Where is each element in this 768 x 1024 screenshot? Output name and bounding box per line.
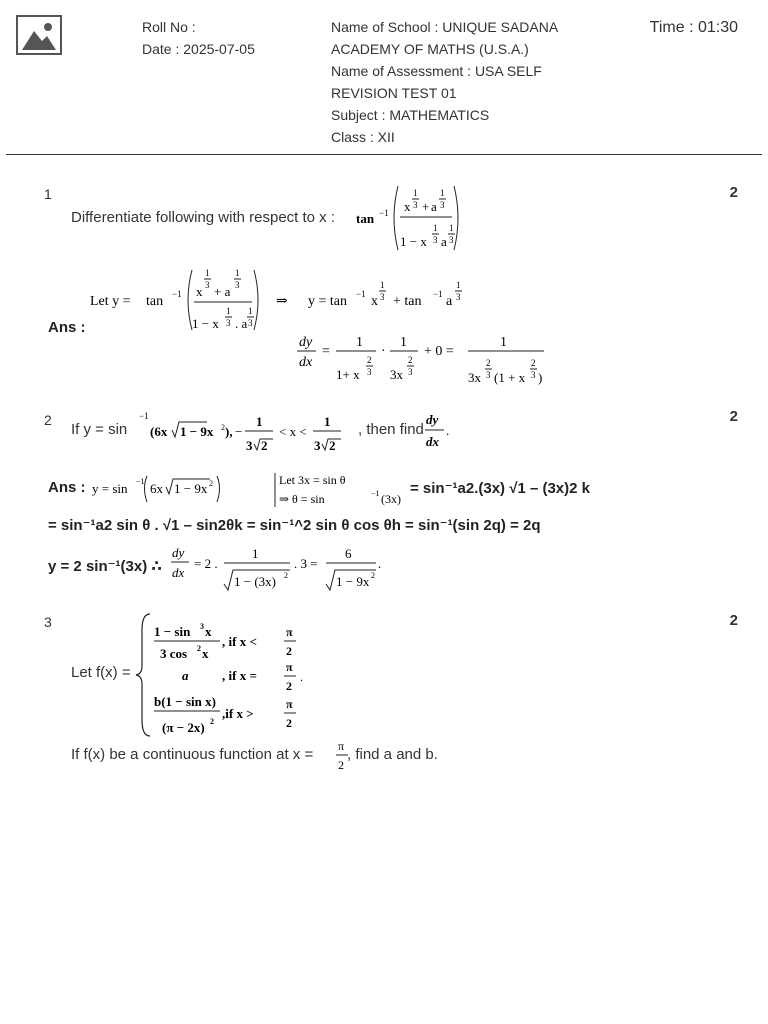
svg-text:dy: dy (299, 335, 313, 350)
svg-text:2: 2 (210, 717, 214, 726)
school-info-block (331, 16, 581, 148)
svg-text:=: = (322, 344, 330, 359)
svg-text:1+ x: 1+ x (336, 367, 360, 382)
question-number: 1 (44, 186, 52, 202)
svg-text:.: . (378, 556, 382, 571)
svg-text:dx: dx (426, 434, 439, 449)
svg-text:3: 3 (200, 622, 204, 631)
image-placeholder-icon (16, 15, 62, 55)
svg-text:3: 3 (440, 200, 445, 210)
svg-text:1: 1 (256, 414, 263, 429)
svg-text:3: 3 (226, 318, 231, 328)
svg-text:x: x (205, 624, 212, 639)
svg-text:3: 3 (246, 438, 253, 453)
svg-text:2: 2 (284, 571, 288, 580)
svg-text:1 − 9x: 1 − 9x (180, 424, 214, 439)
svg-text:1: 1 (500, 335, 507, 350)
roll-date-block (142, 16, 255, 60)
svg-text:x: x (404, 199, 411, 214)
continuity-suffix: , find a and b. (347, 746, 438, 763)
svg-text:dx: dx (172, 565, 185, 580)
svg-text:3x: 3x (390, 367, 403, 382)
svg-text:−1: −1 (371, 489, 380, 498)
subject: Subject : MATHEMATICS (331, 107, 490, 123)
question-text: Let f(x) = (71, 664, 131, 681)
svg-text:3: 3 (235, 280, 240, 290)
svg-text:π: π (286, 660, 293, 674)
svg-text:, if x =: , if x = (222, 668, 257, 683)
svg-text:2: 2 (286, 679, 292, 693)
svg-text:x: x (202, 646, 209, 661)
svg-text:3: 3 (449, 235, 454, 245)
svg-text:⇒: ⇒ (276, 294, 288, 309)
svg-text:dx: dx (299, 355, 313, 370)
svg-text:(3x): (3x) (381, 492, 401, 506)
svg-text:3: 3 (531, 370, 536, 380)
answer-2-line3-prefix: y = 2 sin⁻¹(3x) ∴ (48, 558, 162, 575)
svg-text:3: 3 (367, 367, 372, 377)
svg-text:6x: 6x (150, 481, 163, 496)
svg-text:6: 6 (345, 546, 352, 561)
question-3-piecewise (140, 610, 320, 740)
question-text: Differentiate following with respect to x : (71, 209, 336, 226)
svg-text:tan: tan (356, 211, 375, 226)
question-2-dydx (424, 408, 454, 454)
svg-text:⇒ θ = sin: ⇒ θ = sin (279, 492, 325, 506)
svg-text:= 2 .: = 2 . (194, 556, 218, 571)
svg-text:1: 1 (400, 335, 407, 350)
svg-text:1: 1 (235, 268, 240, 278)
svg-text:(6x: (6x (150, 424, 168, 439)
svg-text:π: π (338, 739, 345, 753)
svg-text:2: 2 (209, 479, 213, 488)
question-2-formula (139, 408, 361, 456)
svg-text:3: 3 (408, 367, 413, 377)
question-1-formula (354, 180, 474, 256)
svg-text:b(1 − sin x): b(1 − sin x) (154, 694, 216, 709)
svg-text:1: 1 (433, 223, 438, 233)
svg-text:.: . (446, 423, 450, 438)
svg-text:2: 2 (338, 758, 344, 772)
continuity-prefix: If f(x) be a continuous function at x = (71, 746, 314, 763)
svg-text:.: . (300, 670, 303, 684)
assessment-name-line2: REVISION TEST 01 (331, 85, 457, 101)
svg-text:x: x (371, 294, 378, 309)
svg-text:3: 3 (380, 292, 385, 302)
roll-no: Roll No : (142, 19, 196, 35)
question-text-suffix: , then find (358, 421, 424, 438)
svg-text:Let 3x = sin θ: Let 3x = sin θ (279, 473, 346, 487)
svg-text:): ) (538, 370, 543, 385)
svg-text:3 cos: 3 cos (160, 646, 188, 661)
svg-text:2: 2 (197, 644, 201, 653)
svg-text:a: a (431, 199, 437, 214)
svg-text:2: 2 (367, 355, 372, 365)
svg-text:2: 2 (329, 438, 336, 453)
svg-text:2: 2 (371, 571, 375, 580)
question-text-prefix: If y = sin (71, 421, 128, 438)
school-name-line2: ACADEMY OF MATHS (U.S.A.) (331, 41, 529, 57)
svg-text:3: 3 (486, 370, 491, 380)
svg-text:y = tan: y = tan (308, 294, 347, 309)
svg-text:1: 1 (413, 188, 418, 198)
svg-text:3: 3 (314, 438, 321, 453)
svg-text:. 3 =: . 3 = (294, 556, 318, 571)
svg-text:. a: . a (235, 316, 248, 331)
svg-text:−1: −1 (136, 477, 145, 486)
svg-text:y = sin: y = sin (92, 481, 128, 496)
svg-text:−1: −1 (356, 289, 366, 299)
svg-text:1: 1 (380, 280, 385, 290)
svg-text:(π − 2x): (π − 2x) (162, 720, 205, 735)
continuity-text (71, 746, 313, 763)
svg-text:3: 3 (248, 318, 253, 328)
school-name-line1: Name of School : UNIQUE SADANA (331, 19, 559, 35)
question-marks: 2 (729, 612, 738, 629)
svg-text:2: 2 (531, 358, 536, 368)
svg-text:, if x <: , if x < (222, 634, 257, 649)
svg-text:1: 1 (440, 188, 445, 198)
svg-text:π: π (286, 697, 293, 711)
svg-text:1 − 9x: 1 − 9x (174, 481, 208, 496)
svg-text:−1: −1 (433, 289, 443, 299)
answer-label: Ans : (48, 479, 86, 496)
svg-text:3: 3 (433, 235, 438, 245)
question-number: 3 (44, 614, 52, 630)
svg-text:π: π (286, 625, 293, 639)
question-text (71, 421, 127, 438)
svg-text:a: a (441, 234, 447, 249)
svg-text:1: 1 (324, 414, 331, 429)
svg-text:2: 2 (286, 716, 292, 730)
svg-text:−1: −1 (139, 411, 149, 421)
header (0, 0, 768, 156)
svg-text:·: · (381, 344, 386, 359)
svg-text:−1: −1 (379, 208, 389, 218)
question-marks: 2 (729, 184, 738, 201)
answer-label: Ans : (48, 319, 86, 336)
svg-text:2: 2 (261, 438, 268, 453)
svg-text:2: 2 (221, 423, 225, 432)
svg-text:1 − sin: 1 − sin (154, 624, 191, 639)
answer-2-line1-tail: = sin⁻¹a2.(3x) √1 – (3x)2 k (410, 480, 590, 497)
svg-text:< x <: < x < (279, 424, 307, 439)
answer-2-line2: = sin⁻¹a2 sin θ . √1 – sin2θk = sin⁻¹^2 sin θ cos θh = sin⁻¹(sin 2q) = 2q (48, 517, 541, 534)
svg-text:1: 1 (205, 268, 210, 278)
class: Class : XII (331, 129, 395, 145)
question-marks: 2 (729, 408, 738, 425)
svg-text:1 − x: 1 − x (192, 316, 219, 331)
svg-text:3: 3 (413, 200, 418, 210)
svg-text:dy: dy (426, 412, 439, 427)
header-divider (6, 154, 762, 155)
svg-text:1: 1 (252, 546, 259, 561)
answer-2-derivative (170, 540, 390, 596)
svg-text:+ a: + a (214, 284, 231, 299)
date: Date : 2025-07-05 (142, 41, 255, 57)
svg-text:−1: −1 (172, 289, 182, 299)
svg-text:dy: dy (172, 545, 185, 560)
svg-text:x: x (196, 284, 203, 299)
svg-text:),: ), (225, 424, 233, 439)
svg-text:1: 1 (248, 306, 253, 316)
answer-1-denominator (464, 346, 554, 396)
svg-text:(1 + x: (1 + x (494, 370, 526, 385)
answer-1-solution (88, 262, 507, 402)
assessment-name-line1: Name of Assessment : USA SELF (331, 63, 542, 79)
svg-text:,if x >: ,if x > (222, 706, 254, 721)
answer-2-substitution (90, 470, 410, 510)
svg-text:+ 0 =: + 0 = (424, 344, 454, 359)
svg-text:1 − 9x: 1 − 9x (336, 574, 370, 589)
time: Time : 01:30 (649, 19, 738, 36)
svg-text:−: − (235, 424, 243, 439)
svg-text:a: a (182, 668, 189, 683)
svg-text:2: 2 (286, 644, 292, 658)
svg-text:1: 1 (356, 335, 363, 350)
svg-text:1: 1 (456, 280, 461, 290)
svg-text:tan: tan (146, 294, 164, 309)
svg-text:Let y =: Let y = (90, 294, 131, 309)
svg-text:1: 1 (226, 306, 231, 316)
svg-text:1 − (3x): 1 − (3x) (234, 574, 276, 589)
svg-text:2: 2 (486, 358, 491, 368)
svg-text:+ tan: + tan (393, 294, 422, 309)
svg-text:1: 1 (449, 223, 454, 233)
svg-text:3x: 3x (468, 370, 481, 385)
svg-text:3: 3 (456, 292, 461, 302)
svg-text:1 − x: 1 − x (400, 234, 427, 249)
svg-text:a: a (446, 294, 453, 309)
svg-text:2: 2 (408, 355, 413, 365)
question-number: 2 (44, 412, 52, 428)
svg-text:+: + (422, 199, 430, 214)
svg-text:3: 3 (205, 280, 210, 290)
